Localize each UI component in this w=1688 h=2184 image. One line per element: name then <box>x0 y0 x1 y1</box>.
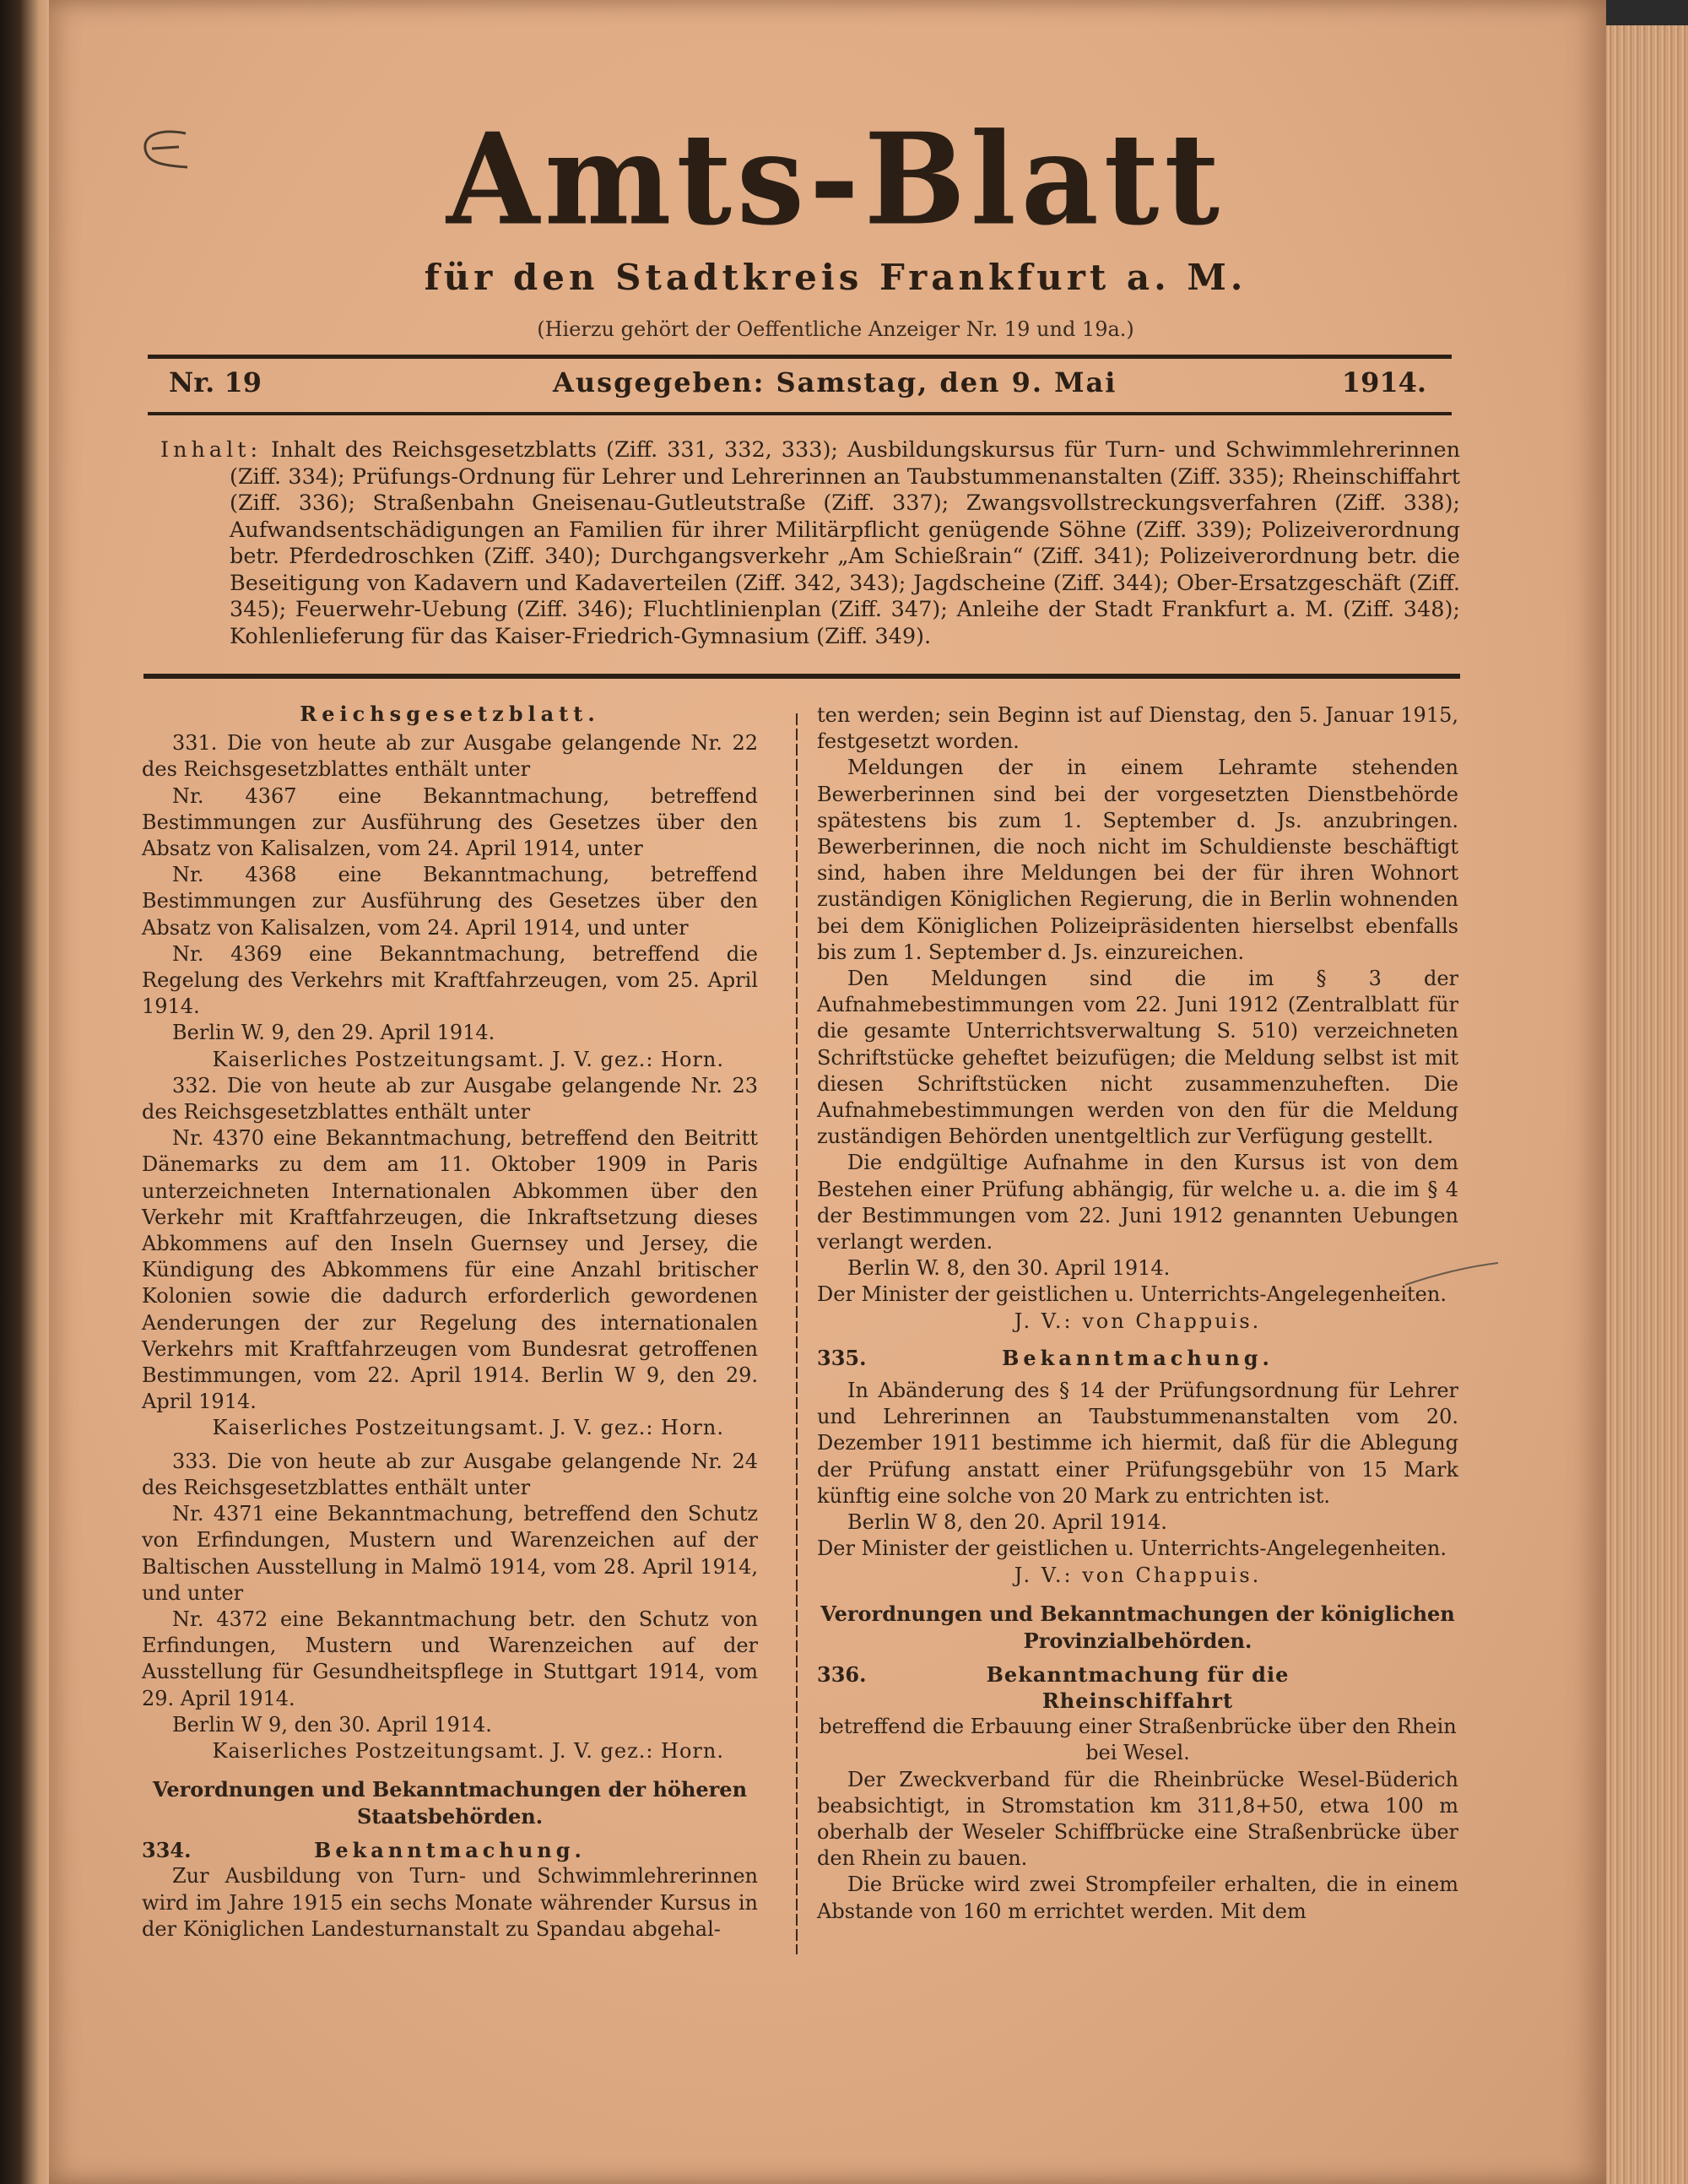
pencil-mark-icon <box>127 118 194 177</box>
heading-334 <box>142 1837 758 1863</box>
place-date-335: Berlin W 8, den 20. April 1914. <box>847 1510 1167 1535</box>
signature-331: Kaiserliches Postzeitungsamt. J. V. gez.: Horn. <box>212 1047 724 1071</box>
paragraph-331-c: Nr. 4369 eine Bekanntmachung, betreffend die Regelung des Verkehrs mit Kraftfahrzeugen, vom 25. April 1914. <box>142 941 758 1019</box>
issue-line <box>148 366 1439 405</box>
right-column <box>817 702 1458 1925</box>
paragraph-336-p2: Die Brücke wird zwei Strompfeiler erhalten, die in einem Abstande von 160 m errichtet werden. Mit dem <box>817 1872 1458 1923</box>
paragraph-333-b: Nr. 4372 eine Bekanntmachung betr. den Schutz von Erfindungen, Mustern und Warenzeichen auf der Ausstellung für Gesundheitspflege in Stuttgart 1914, vom 29. April 1914. <box>142 1607 758 1710</box>
ministry-335: Der Minister der geistlichen u. Unterrichts-Angelegenheiten. <box>817 1536 1447 1561</box>
signature-333: Kaiserliches Postzeitungsamt. J. V. gez.: Horn. <box>212 1738 724 1763</box>
place-date-331: Berlin W. 9, den 29. April 1914. <box>172 1021 495 1045</box>
paragraph-334-p2: Meldungen der in einem Lehramte stehenden Bewerberinnen sind bei der vorgesetzten Dienstbehörde spätestens bis zum 1. September d. Js. anzubringen. Bewerberinnen, die noch nicht im Schuldienste beschäftigt sind, haben ihre Meldungen bei der für ihren Wohnort zuständigen Königlichen Regierung, die in Berlin wohnenden bei dem Königlichen Polizeipräsidenten hierselbst ebenfalls bis zum 1. September d. Js. einzureichen. <box>817 756 1458 964</box>
place-date-333: Berlin W 9, den 30. April 1914. <box>172 1712 492 1737</box>
header-rule-bottom <box>148 412 1452 415</box>
subtitle-336: betreffend die Erbauung einer Straßenbrücke über den Rhein bei Wesel. <box>819 1715 1457 1765</box>
signature-335: J. V.: von Chappuis. <box>1014 1563 1262 1587</box>
left-column <box>142 697 758 1943</box>
pencil-stroke-icon <box>1401 1258 1502 1292</box>
title-334: Bekanntmachung. <box>314 1838 586 1863</box>
contents-text: Inhalt des Reichsgesetzblatts (Ziff. 331, 332, 333); Ausbildungskursus für Turn- und Schwimmlehrerinnen (Ziff. 334); Prüfungs-Ordnung für Lehrer und Lehrerinnen an Taubstummenanstalten (Ziff. 335); Rheinschiffahrt (Ziff. 336); Straßenbahn Gneisenau-Gutleutstraße (Ziff. 337); Zwangsvollstreckungsverfahren (Ziff. 338); Aufwandsentschädigungen an Familien für ihrer Militärpflicht genügende Söhne (Ziff. 339); Polizeiverordnung betr. Pferdedroschken (Ziff. 340); Durchgangsverkehr „Am Schießrain“ (Ziff. 341); Polizeiverordnung betr. die Beseitigung von Kadavern und Kadaverteilen (Ziff. 342, 343); Jagdscheine (Ziff. 344); Ober-Ersatzgeschäft (Ziff. 345); Feuerwehr-Uebung (Ziff. 346); Fluchtlinienplan (Ziff. 347); Anleihe der Stadt Frankfurt a. M. (Ziff. 348); Kohlenlieferung für das Kaiser-Friedrich-Gymnasium (Ziff. 349). <box>230 437 1460 649</box>
paragraph-334-p3: Den Meldungen sind die im § 3 der Aufnahmebestimmungen vom 22. Juni 1912 (Zentralblatt für die gesamte Unterrichtsverwaltung S. 510) verzeichneten Schriftstücke geheftet beizufügen; die Meldung selbst ist mit diesen Schriftstücken nicht zusammenzuheften. Die Aufnahmebestimmungen werden von den für die Meldung zuständigen Behörden unentgeltlich zur Verfügung gestellt. <box>817 967 1458 1149</box>
number-334: 334. <box>142 1838 192 1863</box>
book-spine <box>0 0 49 2184</box>
page-edges <box>1606 25 1688 2184</box>
section-heading-reichsgesetzblatt: Reichsgesetzblatt. <box>300 702 600 726</box>
signature-334: J. V.: von Chappuis. <box>1014 1309 1262 1333</box>
heading-336 <box>817 1661 1458 1714</box>
issue-date: Ausgegeben: Samstag, den 9. Mai <box>553 366 1117 398</box>
masthead-note: (Hierzu gehört der Oeffentliche Anzeiger Nr. 19 und 19a.) <box>537 317 1134 341</box>
contents-rule <box>143 674 1460 679</box>
number-336: 336. <box>817 1661 867 1687</box>
contents-label: Inhalt: <box>160 437 262 463</box>
heading-335 <box>817 1345 1458 1371</box>
section-heading-provinzialbehoerden: Verordnungen und Bekanntmachungen der königlichen Provinzialbehörden. <box>820 1601 1455 1653</box>
paragraph-333-intro: 333. Die von heute ab zur Ausgabe gelangende Nr. 24 des Reichsgesetzblattes enthält unter <box>142 1449 758 1499</box>
signature-332: Kaiserliches Postzeitungsamt. J. V. gez.: Horn. <box>212 1416 724 1440</box>
page-edges-top <box>1606 0 1688 25</box>
paragraph-333-a: Nr. 4371 eine Bekanntmachung, betreffend den Schutz von Erfindungen, Mustern und Warenzeichen auf der Baltischen Ausstellung in Malmö 1914, vom 28. April 1914, und unter <box>142 1502 758 1605</box>
place-date-334: Berlin W. 8, den 30. April 1914. <box>847 1256 1171 1281</box>
paragraph-332-intro: 332. Die von heute ab zur Ausgabe gelangende Nr. 23 des Reichsgesetzblattes enthält unter <box>142 1073 758 1125</box>
paragraph-334-p4: Die endgültige Aufnahme in den Kursus ist von dem Bestehen einer Prüfung abhängig, für welche u. a. die im § 4 der Bestimmungen vom 22. Juni 1912 genannten Uebungen verlangt werden. <box>817 1151 1458 1255</box>
table-of-contents <box>160 437 1460 650</box>
section-heading-hoehere-staatsbehoerden: Verordnungen und Bekanntmachungen der höheren Staatsbehörden. <box>152 1777 748 1829</box>
header-rule-top <box>148 355 1452 359</box>
paragraph-335: In Abänderung des § 14 der Prüfungsordnung für Lehrer und Lehrerinnen an Taubstummenanstalten vom 20. Dezember 1911 bestimme ich hiermit, daß für die Ablegung der Prüfung anstatt einer Prüfungsgebühr von 15 Mark künftig eine solche von 20 Mark zu entrichten ist. <box>817 1379 1458 1508</box>
title-335: Bekanntmachung. <box>1002 1345 1274 1370</box>
paragraph-331-a: Nr. 4367 eine Bekanntmachung, betreffend Bestimmungen zur Ausführung des Gesetzes über den Absatz von Kalisalzen, vom 24. April 1914, unter <box>142 783 758 861</box>
column-divider <box>796 713 798 1954</box>
masthead-subtitle: für den Stadtkreis Frankfurt a. M. <box>424 257 1247 298</box>
issue-number: Nr. 19 <box>169 366 262 398</box>
paragraph-332-a: Nr. 4370 eine Bekanntmachung, betreffend den Beitritt Dänemarks zu dem am 11. Oktober 1909 in Paris unterzeichneten Internationalen Abkommen über den Verkehr mit Kraftfahrzeugen, die Inkraftsetzung dieses Abkommens auf den Inseln Guernsey und Jersey, die Kündigung des Abkommens für eine Anzahl britischer Kolonien sowie die dadurch erforderlich gewordenen Aenderungen der zur Regelung des internationalen Verkehrs mit Kraftfahrzeugen vom Bundesrat getroffenen Bestimmungen, vom 22. April 1914. Berlin W 9, den 29. April 1914. <box>142 1126 758 1414</box>
ministry-334: Der Minister der geistlichen u. Unterrichts-Angelegenheiten. <box>817 1282 1447 1307</box>
issue-year: 1914. <box>1341 366 1426 398</box>
number-335: 335. <box>817 1345 867 1370</box>
paragraph-331-intro: 331. Die von heute ab zur Ausgabe gelangende Nr. 22 des Reichsgesetzblattes enthält unter <box>142 731 758 782</box>
paragraph-331-b: Nr. 4368 eine Bekanntmachung, betreffend Bestimmungen zur Ausführung des Gesetzes über den Absatz von Kalisalzen, vom 24. April 1914, und unter <box>142 863 758 940</box>
paragraph-334: Zur Ausbildung von Turn- und Schwimmlehrerinnen wird im Jahre 1915 ein sechs Monate währender Kursus in der Königlichen Landesturnanstalt zu Spandau abgehal- <box>142 1864 758 1941</box>
paragraph-336-p1: Der Zweckverband für die Rheinbrücke Wesel-Büderich beabsichtigt, in Stromstation km 311,8+50, etwa 100 m oberhalb der Weseler Schiffbrücke eine Straßenbrücke über den Rhein zu bauen. <box>817 1767 1458 1871</box>
title-336: Bekanntmachung für die Rheinschiffahrt <box>986 1661 1290 1713</box>
masthead-title: Amts-Blatt <box>446 106 1225 254</box>
paragraph-334-continued: ten werden; sein Beginn ist auf Dienstag, den 5. Januar 1915, festgesetzt worden. <box>817 703 1458 754</box>
